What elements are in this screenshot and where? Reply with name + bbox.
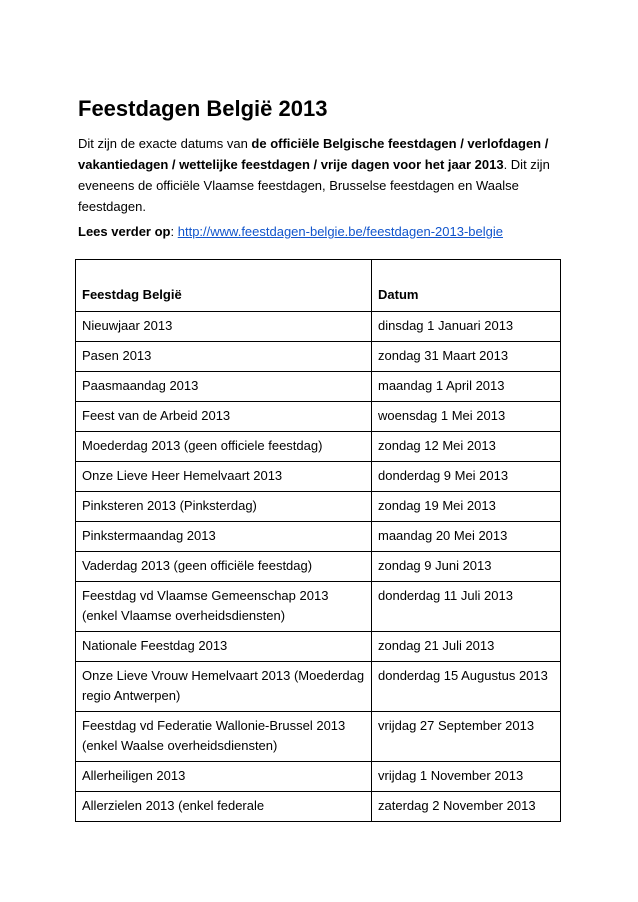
table-row bbox=[76, 342, 561, 372]
holiday-name-cell: Pinkstermaandag 2013 bbox=[76, 522, 372, 552]
table-row bbox=[76, 372, 561, 402]
intro-bold-text: de officiële Belgische feestdagen / verlofdagen / vakantiedagen / wettelijke feestdagen / vrije dagen voor het jaar 2013 bbox=[78, 136, 549, 172]
holiday-name-cell: Onze Lieve Heer Hemelvaart 2013 bbox=[76, 462, 372, 492]
holiday-name-cell: Feestdag vd Vlaamse Gemeenschap 2013 (enkel Vlaamse overheidsdiensten) bbox=[76, 582, 372, 632]
table-row bbox=[76, 402, 561, 432]
holiday-name-cell: Onze Lieve Vrouw Hemelvaart 2013 (Moederdag regio Antwerpen) bbox=[76, 662, 372, 712]
table-row bbox=[76, 632, 561, 662]
holiday-name-cell: Nieuwjaar 2013 bbox=[76, 312, 372, 342]
table-row bbox=[76, 492, 561, 522]
table-row bbox=[76, 582, 561, 632]
table-row bbox=[76, 662, 561, 712]
read-more-line bbox=[78, 221, 503, 242]
holiday-date-cell: zondag 9 Juni 2013 bbox=[372, 552, 561, 582]
holidays-table bbox=[75, 259, 561, 822]
holiday-name-cell: Allerheiligen 2013 bbox=[76, 762, 372, 792]
holiday-name-cell: Pasen 2013 bbox=[76, 342, 372, 372]
table-row bbox=[76, 312, 561, 342]
holiday-name-cell: Feestdag vd Federatie Wallonie-Brussel 2013 (enkel Waalse overheidsdiensten) bbox=[76, 712, 372, 762]
holiday-date-cell: zondag 31 Maart 2013 bbox=[372, 342, 561, 372]
table-row bbox=[76, 552, 561, 582]
read-more-link[interactable]: http://www.feestdagen-belgie.be/feestdagen-2013-belgie bbox=[177, 224, 503, 239]
holiday-name-cell: Vaderdag 2013 (geen officiële feestdag) bbox=[76, 552, 372, 582]
holiday-name-cell: Allerzielen 2013 (enkel federale bbox=[76, 792, 372, 822]
holiday-name-cell: Paasmaandag 2013 bbox=[76, 372, 372, 402]
holiday-date-cell: dinsdag 1 Januari 2013 bbox=[372, 312, 561, 342]
holiday-date-cell: zondag 12 Mei 2013 bbox=[372, 432, 561, 462]
holidays-table-body bbox=[76, 260, 561, 822]
header-cell-holiday: Feestdag België bbox=[76, 260, 372, 312]
holiday-date-cell: maandag 20 Mei 2013 bbox=[372, 522, 561, 552]
header-cell-date: Datum bbox=[372, 260, 561, 312]
holiday-name-cell: Nationale Feestdag 2013 bbox=[76, 632, 372, 662]
holiday-date-cell: zondag 19 Mei 2013 bbox=[372, 492, 561, 522]
holiday-date-cell: zondag 21 Juli 2013 bbox=[372, 632, 561, 662]
table-header-row bbox=[76, 260, 561, 312]
holiday-name-cell: Feest van de Arbeid 2013 bbox=[76, 402, 372, 432]
intro-text-prefix: Dit zijn de exacte datums van bbox=[78, 136, 252, 151]
read-more-label: Lees verder op bbox=[78, 224, 171, 239]
table-row bbox=[76, 522, 561, 552]
holiday-date-cell: donderdag 9 Mei 2013 bbox=[372, 462, 561, 492]
table-row bbox=[76, 712, 561, 762]
table-row bbox=[76, 462, 561, 492]
read-more-separator: : bbox=[170, 224, 178, 239]
holiday-date-cell: zaterdag 2 November 2013 bbox=[372, 792, 561, 822]
holiday-date-cell: woensdag 1 Mei 2013 bbox=[372, 402, 561, 432]
intro-text-suffix: . Dit zijn eveneens de officiële Vlaamse feestdagen, Brusselse feestdagen en Waalse feestdagen. bbox=[78, 157, 550, 214]
holiday-date-cell: vrijdag 27 September 2013 bbox=[372, 712, 561, 762]
holiday-date-cell: donderdag 11 Juli 2013 bbox=[372, 582, 561, 632]
holiday-name-cell: Pinksteren 2013 (Pinksterdag) bbox=[76, 492, 372, 522]
holiday-name-cell: Moederdag 2013 (geen officiele feestdag) bbox=[76, 432, 372, 462]
table-row bbox=[76, 432, 561, 462]
holiday-date-cell: vrijdag 1 November 2013 bbox=[372, 762, 561, 792]
intro-paragraph bbox=[78, 133, 568, 217]
table-row bbox=[76, 762, 561, 792]
table-row bbox=[76, 792, 561, 822]
holiday-date-cell: maandag 1 April 2013 bbox=[372, 372, 561, 402]
page-title: Feestdagen België 2013 bbox=[78, 96, 328, 121]
holiday-date-cell: donderdag 15 Augustus 2013 bbox=[372, 662, 561, 712]
